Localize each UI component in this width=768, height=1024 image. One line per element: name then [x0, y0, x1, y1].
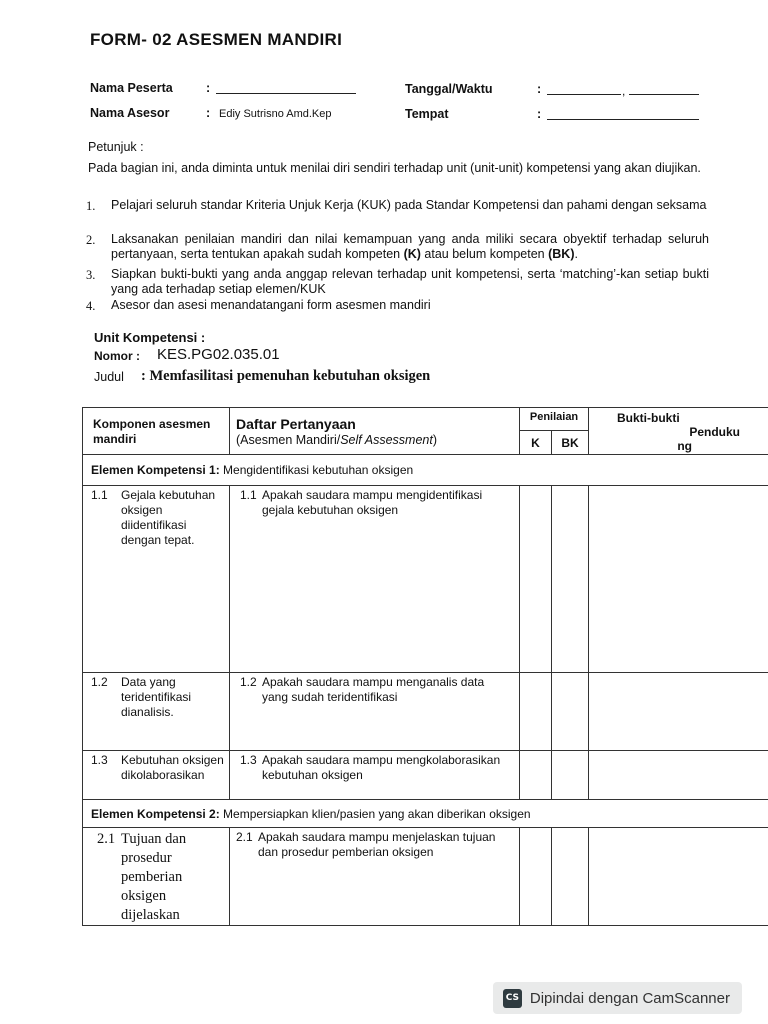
bukti-cell[interactable]	[589, 673, 768, 751]
k-checkbox-cell[interactable]	[520, 486, 552, 673]
colon: :	[537, 82, 542, 96]
petunjuk-intro: Pada bagian ini, anda diminta untuk menilai diri sendiri terhadap unit (unit-unit) kompetensi yang akan diujikan.	[88, 161, 701, 175]
question-cell: 1.3 Apakah saudara mampu mengkolaborasikan kebutuhan oksigen	[230, 751, 520, 800]
bk-header: BK	[552, 431, 589, 455]
judul-value: : Memfasilitasi pemenuhan kebutuhan oksigen	[141, 368, 431, 384]
tanggal-field[interactable]	[547, 94, 621, 95]
table-row	[83, 828, 768, 926]
bk-checkbox-cell[interactable]	[552, 828, 589, 926]
list-item-number: 4.	[86, 299, 96, 313]
bukti-line3: ng	[677, 439, 693, 453]
table-row	[83, 751, 768, 800]
penilaian-header: Penilaian	[520, 408, 589, 431]
waktu-field[interactable]	[629, 94, 699, 95]
petunjuk-heading: Petunjuk :	[88, 140, 144, 154]
tempat-label: Tempat	[405, 107, 449, 121]
elemen-row	[83, 455, 768, 486]
list-item-number: 1.	[86, 199, 96, 213]
komponen-cell: 1.3 Kebutuhan oksigen dikolaborasikan	[83, 751, 230, 800]
colon: :	[537, 107, 542, 121]
camscanner-text: Dipindai dengan CamScanner	[529, 989, 730, 1007]
bukti-cell[interactable]	[589, 486, 768, 673]
daftar-title: Daftar Pertanyaan	[236, 416, 356, 432]
k-checkbox-cell[interactable]	[520, 673, 552, 751]
colon: :	[206, 106, 211, 120]
unit-heading: Unit Kompetensi :	[94, 330, 206, 345]
nama-asesor-label: Nama Asesor	[90, 106, 170, 120]
table-row	[83, 673, 768, 751]
table-header-row	[83, 408, 768, 431]
nama-peserta-label: Nama Peserta	[90, 81, 173, 95]
k-checkbox-cell[interactable]	[520, 751, 552, 800]
komponen-header: Komponen asesmen mandiri	[83, 408, 230, 455]
colon: :	[206, 81, 211, 95]
judul-label: Judul	[94, 370, 124, 384]
elemen-row	[83, 800, 768, 828]
bukti-cell[interactable]	[589, 751, 768, 800]
list-item: Laksanakan penilaian mandiri dan nilai kemampuan yang anda miliki secara obyektif terhadap seluruh pertanyaan, serta tentukan apakah sudah kompeten (K) atau belum kompeten (BK).	[111, 232, 709, 261]
komponen-cell: 1.2 Data yang teridentifikasi dianalisis.	[83, 673, 230, 751]
bk-checkbox-cell[interactable]	[552, 673, 589, 751]
list-item: Siapkan bukti-bukti yang anda anggap relevan terhadap unit kompetensi, serta ‘matching’-kan setiap bukti yang ada terhadap setiap elemen/KUK	[111, 267, 709, 296]
nomor-value: KES.PG02.035.01	[157, 346, 280, 363]
daftar-header	[230, 408, 520, 455]
list-item: Asesor dan asesi menandatangani form asesmen mandiri	[111, 298, 431, 312]
nama-peserta-field[interactable]	[216, 93, 356, 94]
tanggal-label: Tanggal/Waktu	[405, 82, 493, 96]
list-item-number: 3.	[86, 268, 96, 282]
form-title: FORM- 02 ASESMEN MANDIRI	[90, 30, 343, 49]
bukti-cell[interactable]	[589, 828, 768, 926]
assessment-table	[82, 407, 768, 926]
daftar-subtitle: (Asesmen Mandiri/Self Assessment)	[236, 433, 438, 447]
comma: ,	[622, 84, 626, 98]
table-row	[83, 486, 768, 673]
komponen-cell: 2.1 Tujuan dan prosedur pemberian oksigen dijelaskan	[83, 828, 230, 926]
list-item-number: 2.	[86, 233, 96, 247]
k-header: K	[520, 431, 552, 455]
bk-checkbox-cell[interactable]	[552, 751, 589, 800]
camscanner-icon: CS	[503, 989, 522, 1008]
elemen-2-heading: Elemen Kompetensi 2: Mempersiapkan klien/pasien yang akan diberikan oksigen	[83, 800, 768, 828]
bukti-line1: Bukti-bukti	[617, 411, 680, 425]
question-cell: 1.1 Apakah saudara mampu mengidentifikasi gejala kebutuhan oksigen	[230, 486, 520, 673]
bk-checkbox-cell[interactable]	[552, 486, 589, 673]
bukti-header	[589, 408, 768, 455]
list-item: Pelajari seluruh standar Kriteria Unjuk Kerja (KUK) pada Standar Kompetensi dan pahami dengan seksama	[111, 198, 707, 212]
question-cell: 1.2 Apakah saudara mampu menganalis data yang sudah teridentifikasi	[230, 673, 520, 751]
question-cell: 2.1 Apakah saudara mampu menjelaskan tujuan dan prosedur pemberian oksigen	[230, 828, 520, 926]
nomor-label: Nomor :	[94, 349, 140, 363]
k-checkbox-cell[interactable]	[520, 828, 552, 926]
elemen-1-heading: Elemen Kompetensi 1: Mengidentifikasi kebutuhan oksigen	[83, 455, 768, 486]
bukti-line2: Penduku	[689, 425, 741, 439]
tempat-field[interactable]	[547, 119, 699, 120]
camscanner-watermark	[493, 982, 742, 1014]
komponen-cell: 1.1 Gejala kebutuhan oksigen diidentifikasi dengan tepat.	[83, 486, 230, 673]
nama-asesor-value: Ediy Sutrisno Amd.Kep	[219, 108, 332, 120]
